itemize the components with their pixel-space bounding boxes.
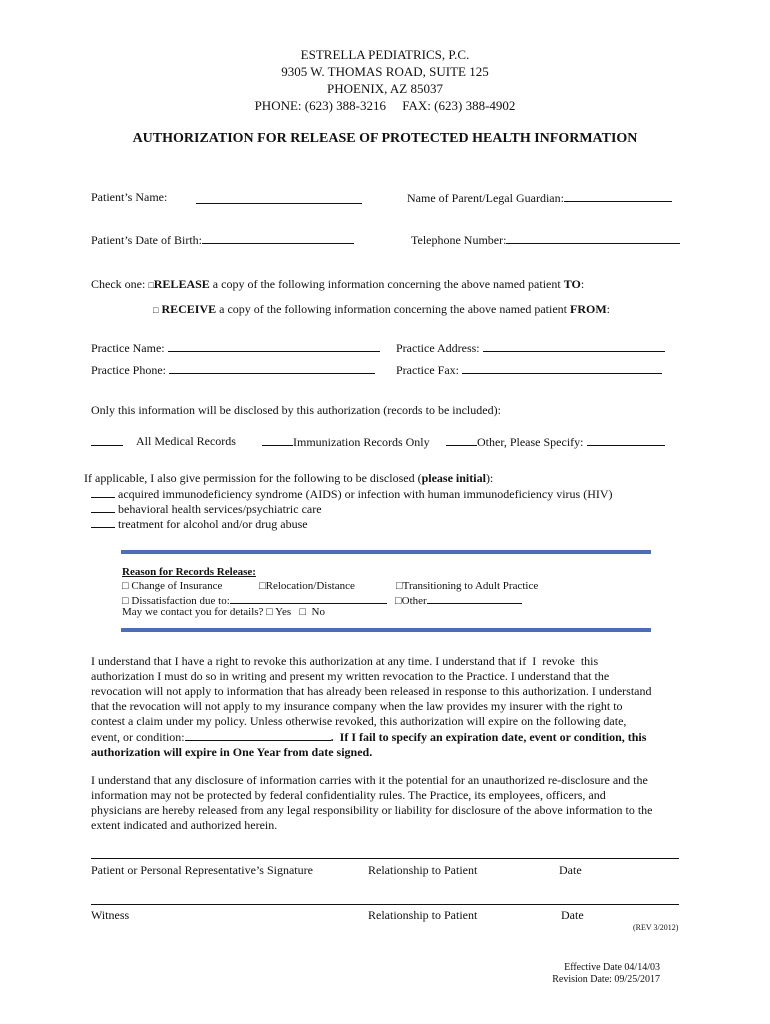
immunization-initial[interactable] <box>262 434 293 446</box>
revision-date: Revision Date: 09/25/2017 <box>552 974 660 985</box>
patient-name-row <box>91 190 167 205</box>
practice-fax-row <box>396 362 662 378</box>
expiration-warning: . If I fail to specify an expiration date, event or condition, this <box>330 730 647 744</box>
dob-row <box>91 232 354 248</box>
permission-item-behavioral <box>91 501 322 517</box>
other-records-field[interactable] <box>587 434 665 446</box>
disclosure-line: extent indicated and authorized herein. <box>91 818 278 832</box>
form-title: AUTHORIZATION FOR RELEASE OF PROTECTED HEALTH INFORMATION <box>132 131 638 146</box>
practice-address-label: Practice Address: <box>396 341 480 355</box>
check-one-label: Check one: <box>91 277 146 291</box>
practice-fax-field[interactable] <box>462 362 662 374</box>
permission-intro-text: If applicable, I also give permission for the following to be disclosed ( <box>84 471 422 485</box>
contact-question[interactable]: May we contact you for details? □ Yes □ No <box>122 606 326 618</box>
release-checkbox[interactable]: □ <box>148 280 154 290</box>
dob-field[interactable] <box>202 232 354 244</box>
practice-name-field[interactable] <box>168 340 380 352</box>
immunization-row <box>262 434 430 450</box>
practice-phone-row <box>91 362 375 378</box>
behavioral-initial[interactable] <box>91 501 115 513</box>
revoke-line: that the revocation will not apply to my insurance company when the law provides my insurer with the right to <box>91 699 623 713</box>
disclosure-line: information may not be protected by federal confidentiality rules. The Practice, its employees, officers, and <box>91 788 606 802</box>
guardian-field[interactable] <box>564 190 672 202</box>
practice-phone-label: Practice Phone: <box>91 363 166 377</box>
reason-dissatisfaction[interactable]: □ Dissatisfaction due to: <box>122 595 230 607</box>
reason-top-rule <box>121 550 651 554</box>
reason-bottom-rule <box>121 628 651 632</box>
release-text: a copy of the following information concerning the above named patient <box>209 277 564 291</box>
revoke-line: I understand that I have a right to revoke this authorization at any time. I understand that if I revoke this <box>91 654 599 668</box>
practice-phone-fax: PHONE: (623) 388-3216 FAX: (623) 388-4902 <box>254 98 516 113</box>
practice-header <box>0 46 770 114</box>
revision-code: (REV 3/2012) <box>633 923 679 932</box>
revoke-line: contest a claim under my policy. Unless otherwise revoked, this authorization will expire on the following date, <box>91 714 627 728</box>
hiv-label: acquired immunodeficiency syndrome (AIDS) or infection with human immunodeficiency virus (HIV) <box>118 487 613 501</box>
date-label: Date <box>559 863 582 877</box>
alcohol-initial[interactable] <box>91 516 115 528</box>
telephone-label: Telephone Number: <box>411 233 507 247</box>
receive-text: a copy of the following information concerning the above named patient <box>216 302 571 316</box>
receive-checkbox[interactable]: □ <box>153 305 159 315</box>
all-records-initial[interactable] <box>91 434 123 446</box>
effective-date: Effective Date 04/14/03 <box>564 962 660 973</box>
permission-intro-end: ): <box>485 471 494 485</box>
permission-intro <box>84 471 493 486</box>
permission-item-alcohol <box>91 516 308 532</box>
guardian-label: Name of Parent/Legal Guardian: <box>407 191 564 205</box>
practice-phone-field[interactable] <box>169 362 375 374</box>
reason-heading: Reason for Records Release: <box>122 566 256 578</box>
practice-address-field[interactable] <box>483 340 665 352</box>
practice-name-row <box>91 340 380 356</box>
practice-address-row <box>396 340 665 356</box>
revoke-line: authorization I must do so in writing and present my written revocation to the Practice. I understand that the <box>91 669 610 683</box>
witness-date-label: Date <box>561 908 584 922</box>
witness-signature-line[interactable] <box>91 904 679 905</box>
permission-intro-bold: please initial <box>421 471 486 485</box>
patient-name-label: Patient’s Name: <box>91 190 168 204</box>
disclosure-line: I understand that any disclosure of information carries with it the potential for an unauthorized re-disclosure and the <box>91 773 648 787</box>
expiration-label: event, or condition: <box>91 730 185 744</box>
practice-city: PHOENIX, AZ 85037 <box>327 81 443 96</box>
witness-relationship-label: Relationship to Patient <box>368 908 478 922</box>
reason-transition[interactable]: □Transitioning to Adult Practice <box>396 580 539 592</box>
other-records-initial[interactable] <box>446 434 477 446</box>
practice-street: 9305 W. THOMAS ROAD, SUITE 125 <box>281 64 489 79</box>
records-intro: Only this information will be disclosed by this authorization (records to be included): <box>91 403 501 417</box>
reason-relocation[interactable]: □Relocation/Distance <box>259 580 355 592</box>
telephone-row <box>411 232 680 248</box>
all-records-label: All Medical Records <box>136 434 236 448</box>
relationship-label: Relationship to Patient <box>368 863 478 877</box>
reason-other-row <box>395 593 522 607</box>
footer-dates <box>552 962 660 986</box>
practice-fax-label: Practice Fax: <box>396 363 459 377</box>
dissatisfaction-field[interactable] <box>230 593 387 604</box>
release-to: TO <box>563 277 581 291</box>
witness-label: Witness <box>91 908 130 922</box>
disclosure-line: physicians are hereby released from any legal responsibility or liability for disclosure of the above information to the <box>91 803 653 817</box>
release-label: RELEASE <box>153 277 210 291</box>
permission-item-hiv <box>91 486 613 502</box>
patient-signature-label: Patient or Personal Representative’s Signature <box>91 863 313 877</box>
dob-label: Patient’s Date of Birth: <box>91 233 202 247</box>
revoke-line: revocation will not apply to information that has already been released in response to this authorization. I understand <box>91 684 652 698</box>
practice-name-label: Practice Name: <box>91 341 165 355</box>
revoke-line <box>91 729 685 745</box>
alcohol-label: treatment for alcohol and/or drug abuse <box>118 517 308 531</box>
reason-other-field[interactable] <box>427 593 522 604</box>
receive-from: FROM <box>570 302 607 316</box>
other-records-row <box>446 434 665 450</box>
reason-dissatisfaction-row <box>122 593 387 607</box>
revocation-paragraph <box>91 654 685 760</box>
expiration-field[interactable] <box>185 729 331 741</box>
patient-name-field[interactable] <box>196 192 362 204</box>
reason-change-insurance[interactable]: □ Change of Insurance <box>122 580 223 592</box>
behavioral-label: behavioral health services/psychiatric care <box>118 502 322 516</box>
practice-name: ESTRELLA PEDIATRICS, P.C. <box>300 47 470 62</box>
hiv-initial[interactable] <box>91 486 115 498</box>
other-records-label: Other, Please Specify: <box>477 435 584 449</box>
disclosure-paragraph <box>91 773 685 833</box>
guardian-row <box>407 190 672 206</box>
immunization-label: Immunization Records Only <box>293 435 430 449</box>
receive-option-row: □ RECEIVE a copy of the following information concerning the above named patient FROM: <box>153 302 611 316</box>
telephone-field[interactable] <box>506 232 680 244</box>
expiration-default: authorization will expire in One Year from date signed. <box>91 745 373 759</box>
receive-label: RECEIVE <box>161 302 217 316</box>
patient-signature-line[interactable] <box>91 858 679 859</box>
reason-other[interactable]: □Other <box>395 595 427 607</box>
release-option-row: Check one: □RELEASE a copy of the following information concerning the above named patient TO: <box>91 277 585 291</box>
